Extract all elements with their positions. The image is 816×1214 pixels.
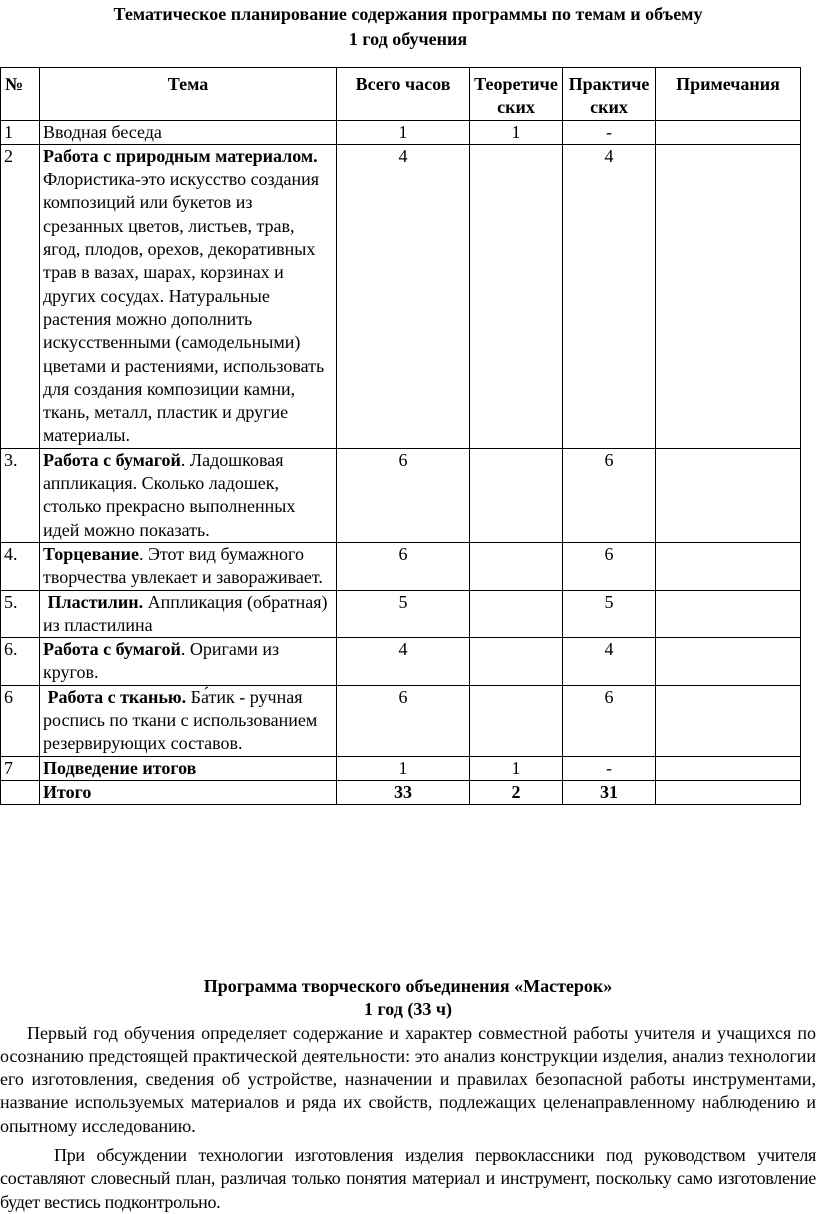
row-practice-hours: 6 — [563, 542, 656, 590]
row-theory-hours — [470, 448, 563, 542]
row-topic — [40, 120, 337, 144]
document-subtitle: 1 год обучения — [348, 29, 468, 49]
row-topic-text: . Ладошковая аппликация. Сколько ладошек, столько прекрасно выполненных идей можно показать. — [43, 449, 296, 540]
column-header-total-hours: Всего часов — [337, 68, 470, 121]
program-paragraph-1: Первый год обучения определяет содержание и характер совместной работы учителя и учащихся по осознанию предстоящей практической деятельности: это анализ конструкции изделия, анализ технологии его изготовления, сведения об устройстве, назначении и правилах безопасной работы инструментами, название используемых материалов и ряда их свойств, подлежащих целенаправленному наблюдению и опытному исследованию. — [0, 1022, 816, 1136]
row-notes — [656, 590, 801, 638]
row-topic — [40, 638, 337, 686]
total-row-practice: 31 — [563, 780, 656, 804]
row-number: 6 — [1, 685, 40, 756]
table-row — [1, 756, 801, 780]
row-number: 5. — [1, 590, 40, 638]
row-topic-heading: Работа с тканью. — [43, 686, 187, 707]
row-notes — [656, 448, 801, 542]
row-theory-hours: 1 — [470, 120, 563, 144]
row-number: 6. — [1, 638, 40, 686]
column-header-notes: Примечания — [656, 68, 801, 121]
row-theory-hours — [470, 638, 563, 686]
row-notes — [656, 120, 801, 144]
row-total-hours: 4 — [337, 144, 470, 448]
table-row — [1, 638, 801, 686]
row-notes — [656, 144, 801, 448]
row-practice-hours: 4 — [563, 144, 656, 448]
row-practice-hours: - — [563, 756, 656, 780]
program-subtitle: 1 год (33 ч) — [364, 999, 452, 1020]
program-paragraph-2: При обсуждении технологии изготовления изделия первоклассники под руководством учителя составляют словесный план, различая только понятия материал и инструмент, поскольку само изготовление будет вестись подконтрольно. — [0, 1145, 816, 1212]
row-topic-heading: Торцевание — [43, 543, 140, 564]
row-practice-hours: 5 — [563, 590, 656, 638]
row-number: 1 — [1, 120, 40, 144]
row-topic-text: Вводная беседа — [43, 121, 162, 142]
program-title: Программа творческого объединения «Мастерок» — [203, 976, 613, 996]
row-practice-hours: - — [563, 120, 656, 144]
row-total-hours: 5 — [337, 590, 470, 638]
table-row — [1, 144, 801, 448]
row-topic — [40, 542, 337, 590]
row-topic-heading: Подведение итогов — [43, 757, 197, 778]
row-total-hours: 6 — [337, 448, 470, 542]
row-topic-heading: Работа с бумагой — [43, 449, 181, 470]
table-row — [1, 448, 801, 542]
row-topic-heading: Работа с бумагой — [43, 639, 181, 660]
row-practice-hours: 6 — [563, 685, 656, 756]
row-number: 3. — [1, 448, 40, 542]
row-total-hours: 6 — [337, 542, 470, 590]
row-topic — [40, 685, 337, 756]
row-practice-hours: 6 — [563, 448, 656, 542]
row-total-hours: 4 — [337, 638, 470, 686]
total-row-total-hours: 33 — [337, 780, 470, 804]
document-title: Тематическое планирование содержания программы по темам и объему — [113, 4, 703, 24]
row-theory-hours — [470, 590, 563, 638]
row-topic — [40, 590, 337, 638]
row-topic-heading: Пластилин. — [43, 591, 144, 612]
row-number: 4. — [1, 542, 40, 590]
row-notes — [656, 685, 801, 756]
row-total-hours: 1 — [337, 756, 470, 780]
total-row-theory: 2 — [470, 780, 563, 804]
document-header — [0, 2, 816, 52]
table-row — [1, 590, 801, 638]
table-row — [1, 685, 801, 756]
program-section — [0, 975, 816, 1214]
row-theory-hours: 1 — [470, 756, 563, 780]
row-topic-text: Флористика-это искусство создания композиций или букетов из срезанных цветов, листьев, трав, ягод, плодов, орехов, декоративных трав в вазах, шарах, корзинах и других сосудах. Натуральные растения можно дополнить искусственными (самодельными) цветами и растениями, использовать для создания композиции камни, ткань, металл, пластик и другие материалы. — [43, 169, 325, 446]
column-header-number: № — [1, 68, 40, 121]
thematic-plan-table — [0, 67, 801, 805]
table-row — [1, 542, 801, 590]
row-notes — [656, 542, 801, 590]
row-topic-heading: Работа с природным материалом. — [43, 145, 318, 166]
table-total-row — [1, 780, 801, 804]
table-row — [1, 120, 801, 144]
row-notes — [656, 756, 801, 780]
row-number: 7 — [1, 756, 40, 780]
row-topic-text: Ба́тик - ручная роспись по ткани с использованием резервирующих составов. — [43, 686, 318, 754]
table-body — [1, 120, 801, 780]
row-topic-text: . Этот вид бумажного творчества увлекает и завораживает. — [43, 543, 323, 588]
column-header-topic: Тема — [40, 68, 337, 121]
total-row-notes — [656, 780, 801, 804]
total-row-label: Итого — [40, 780, 337, 804]
row-theory-hours — [470, 144, 563, 448]
table-header-row — [1, 68, 801, 121]
row-total-hours: 6 — [337, 685, 470, 756]
row-practice-hours: 4 — [563, 638, 656, 686]
row-theory-hours — [470, 685, 563, 756]
row-topic — [40, 144, 337, 448]
row-topic — [40, 448, 337, 542]
row-total-hours: 1 — [337, 120, 470, 144]
row-theory-hours — [470, 542, 563, 590]
column-header-theory: Теоретических — [470, 68, 563, 121]
row-topic — [40, 756, 337, 780]
total-row-number — [1, 780, 40, 804]
row-number: 2 — [1, 144, 40, 448]
row-notes — [656, 638, 801, 686]
row-topic-text: Аппликация (обратная) из пластилина — [43, 591, 328, 635]
row-topic-text: . Оригами из кругов. — [43, 639, 280, 683]
column-header-practice: Практических — [563, 68, 656, 121]
